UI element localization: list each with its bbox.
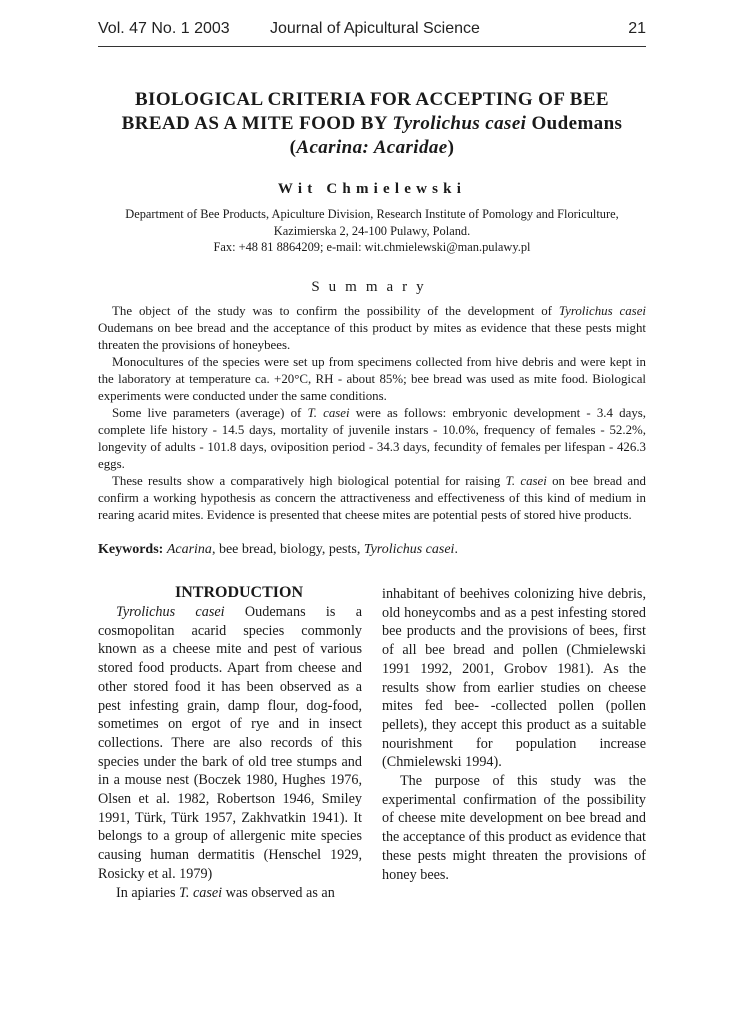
abstract-text: Oudemans on bee bread and the acceptance of this product by mites as evidence that these pests might threaten the provisions of honeybees. (98, 321, 646, 352)
keywords-end: . (454, 542, 458, 557)
keyword-acarina: Acarina (166, 542, 212, 557)
abstract-text: The object of the study was to confirm the possibility of the development of (112, 304, 559, 318)
right-column (382, 585, 646, 884)
title-species: Tyrolichus casei (392, 113, 527, 134)
introduction-heading: INTRODUCTION (174, 584, 303, 601)
keyword-species: Tyrolichus casei (363, 542, 455, 557)
keywords-list: , bee bread, biology, pests, (211, 542, 364, 557)
title-paren-close: ) (447, 137, 455, 158)
species-name: Tyrolichus casei (558, 304, 646, 318)
title-line-2-text: BREAD AS A MITE FOOD BY (121, 113, 393, 134)
title-line-3 (98, 136, 646, 160)
body-text: Oudemans is a cosmopolitan acarid species commonly known as a cheese mite and pest of various stored food products. Apart from cheese and other stored food it has been observed as a pest infesting grain, damp flour, dog-food, sometimes on ergot of rye and in insect collections. There are also records of this species under the bark of old tree stumps and in a mouse nest (Boczek 1980, Hughes 1976, Olsen et al. 1982, Robertson 1946, Smiley 1991, Türk, Türk 1957, Zakhvatkin 1941). It belongs to a group of allergenic mite species causing human dermatitis (Henschel 1929, Rosicky et al. 1979) (98, 604, 362, 882)
abstract-paragraph (98, 473, 646, 524)
title-line-2-author: Oudemans (526, 113, 623, 134)
species-name: T. casei (179, 884, 223, 901)
abstract-paragraph (98, 303, 646, 354)
abstract-text: on bee bread and confirm a working hypothesis as concern the attractiveness and effectiveness of this kind of medium in rearing acarid mites. Evidence is presented that cheese mites are potential pests of stored hive products. (98, 474, 646, 522)
abstract-text: These results show a comparatively high biological potential for raising (112, 474, 506, 488)
body-paragraph: inhabitant of beehives colonizing hive debris, old honeycombs and as a pest infesting stored bee products and the provisions of bees, first of all bee bread and pollen (Chmielewski 1991 1992, 2001, Grobov 1981). As the results show from earlier studies on cheese mites fed bee- -collected pollen (pollen pellets), they accept this product as a suitable nourishment for population increase (Chmielewski 1994). (382, 586, 646, 771)
abstract (98, 303, 646, 524)
affiliation-line-2: Kazimierska 2, 24-100 Pulawy, Poland. (273, 223, 471, 238)
body-text: In apiaries (116, 884, 180, 901)
abstract-text: Some live parameters (average) of (112, 406, 308, 420)
header-rule (98, 46, 646, 47)
keywords (98, 541, 646, 559)
title-line-2 (98, 112, 646, 136)
affiliation (98, 206, 646, 256)
summary-heading: Summary (311, 279, 433, 295)
affiliation-line-1: Department of Bee Products, Apiculture Division, Research Institute of Pomology and Floriculture, (125, 207, 619, 221)
left-column (98, 583, 362, 902)
article-title (98, 88, 646, 160)
journal-name: Journal of Apicultural Science (270, 20, 480, 37)
species-name: Tyrolichus casei (116, 604, 225, 620)
body-paragraph (98, 884, 362, 903)
body-text: was observed as an (222, 884, 335, 901)
title-taxon: Acarina: Acaridae (296, 137, 448, 158)
species-name: T. casei (505, 474, 547, 488)
body-paragraph (98, 603, 362, 884)
page-number: 21 (628, 20, 646, 37)
species-name: T. casei (307, 406, 350, 420)
abstract-paragraph: Monocultures of the species were set up from specimens collected from hive debris and were kept in the laboratory at temperature ca. +20°C, RH - about 85%; bee bread was used as mite food. Biological experiments were conducted under the same conditions. (98, 355, 646, 403)
abstract-paragraph (98, 405, 646, 473)
title-paren-open: ( (289, 137, 297, 158)
abstract-text: were as follows: embryonic development - 3.4 days, complete life history - 14.5 days, mortality of juvenile instars - 10.0%, frequency of females - 52.2%, longevity of adults - 101.8 days, oviposition period - 34.3 days, fecundity of females per lifespan - 426.3 eggs. (98, 406, 646, 471)
volume-issue: Vol. 47 No. 1 2003 (98, 20, 230, 37)
author-name: Wit Chmielewski (277, 181, 467, 197)
running-head (98, 18, 646, 42)
keywords-label: Keywords: (98, 542, 164, 557)
title-line-1: BIOLOGICAL CRITERIA FOR ACCEPTING OF BEE (134, 89, 610, 110)
affiliation-contact: Fax: +48 81 8864209; e-mail: wit.chmielewski@man.pulawy.pl (213, 240, 531, 254)
body-paragraph: The purpose of this study was the experimental confirmation of the possibility of cheese mite development on bee bread and the acceptance of this product as evidence that these pests might threaten the provisions of honey bees. (382, 773, 646, 883)
